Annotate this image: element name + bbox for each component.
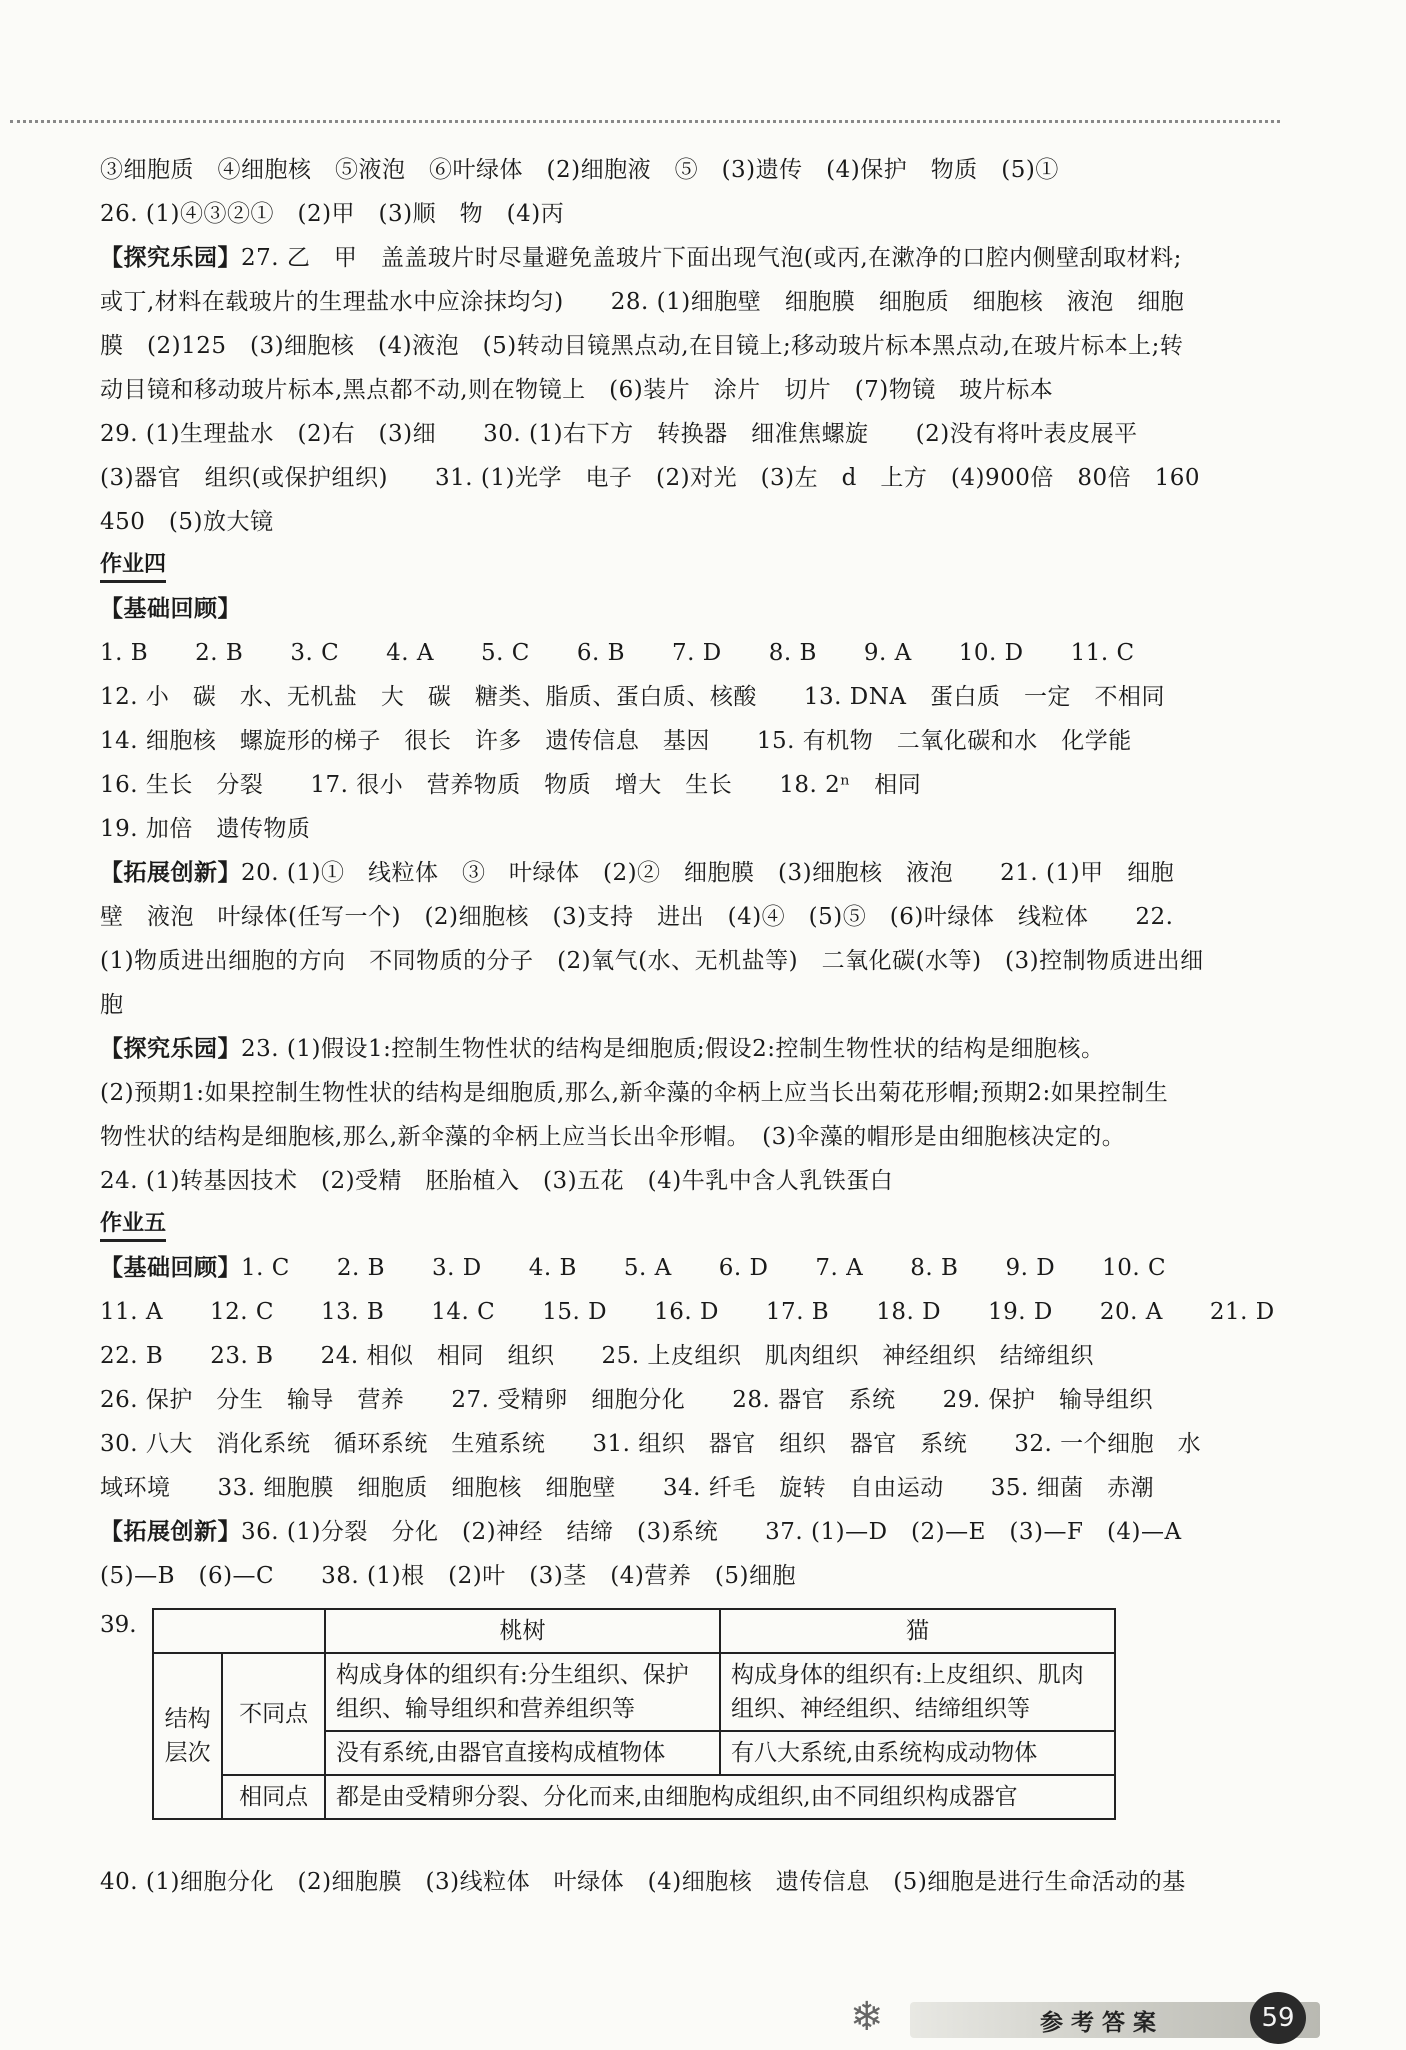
answer-line: 16. 生长 分裂 17. 很小 营养物质 物质 增大 生长 18. 2ⁿ 相同 — [100, 772, 922, 798]
answer-line: 450 (5)放大镜 — [100, 509, 274, 535]
answer-text: 20. (1)① 线粒体 ③ 叶绿体 (2)② 细胞膜 (3)细胞核 液泡 21. (1)甲 细胞 — [241, 860, 1175, 886]
answer-line — [100, 1510, 1295, 1554]
answer-line: 40. (1)细胞分化 (2)细胞膜 (3)线粒体 叶绿体 (4)细胞核 遗传信息 (5)细胞是进行生命活动的基 — [100, 1869, 1186, 1895]
answer-line: 物性状的结构是细胞核,那么,新伞藻的伞柄上应当长出伞形帽。 (3)伞藻的帽形是由细胞核决定的。 — [100, 1124, 1126, 1150]
question-number: 39. — [100, 1612, 137, 1638]
answer-line: ③细胞质 ④细胞核 ⑤液泡 ⑥叶绿体 (2)细胞液 ⑤ (3)遗传 (4)保护 物质 (5)① — [100, 157, 1059, 183]
answer-line: 11. A 12. C 13. B 14. C 15. D 16. D 17. B 18. D 19. D 20. A 21. D — [100, 1299, 1275, 1325]
table-cell: 有八大系统,由系统构成动物体 — [720, 1731, 1115, 1775]
answer-line: 29. (1)生理盐水 (2)右 (3)细 30. (1)右下方 转换器 细准焦螺旋 (2)没有将叶表皮展平 — [100, 421, 1138, 447]
table-row-label: 相同点 — [222, 1775, 325, 1819]
answer-line: 胞 — [100, 992, 124, 1018]
footer-label: 参考答案 — [1040, 2010, 1164, 2036]
answer-line: 26. 保护 分生 输导 营养 27. 受精卵 细胞分化 28. 器官 系统 29. 保护 输导组织 — [100, 1387, 1154, 1413]
answer-line: 域环境 33. 细胞膜 细胞质 细胞核 细胞壁 34. 纤毛 旋转 自由运动 35. 细菌 赤潮 — [100, 1475, 1155, 1501]
table-header-cell: 猫 — [720, 1609, 1115, 1653]
table-cell: 构成身体的组织有:上皮组织、肌肉组织、神经组织、结缔组织等 — [720, 1653, 1115, 1731]
tag-expand: 【拓展创新】 — [100, 860, 241, 886]
answer-line: 24. (1)转基因技术 (2)受精 胚胎植入 (3)五花 (4)牛乳中含人乳铁蛋白 — [100, 1168, 894, 1194]
answer-line: (2)预期1:如果控制生物性状的结构是细胞质,那么,新伞藻的伞柄上应当长出菊花形帽;预期2:如果控制生 — [100, 1080, 1169, 1106]
answer-line: 或丁,材料在载玻片的生理盐水中应涂抹均匀) 28. (1)细胞壁 细胞膜 细胞质 细胞核 液泡 细胞 — [100, 289, 1185, 315]
table-row — [153, 1653, 1115, 1731]
answer-line: (5)—B (6)—C 38. (1)根 (2)叶 (3)茎 (4)营养 (5)细胞 — [100, 1563, 796, 1589]
answer-line: 动目镜和移动玻片标本,黑点都不动,则在物镜上 (6)装片 涂片 切片 (7)物镜 玻片标本 — [100, 377, 1054, 403]
section-title-5: 作业五 — [100, 1209, 166, 1242]
tag-expand: 【拓展创新】 — [100, 1519, 241, 1545]
table-cell-empty — [153, 1609, 325, 1653]
comparison-table — [152, 1608, 1116, 1820]
answer-line: 膜 (2)125 (3)细胞核 (4)液泡 (5)转动目镜黑点动,在目镜上;移动玻片标本黑点动,在玻片标本上;转 — [100, 333, 1184, 359]
answer-text: 36. (1)分裂 分化 (2)神经 结缔 (3)系统 37. (1)—D (2)—E (3)—F (4)—A — [241, 1519, 1182, 1545]
answer-line: 22. B 23. B 24. 相似 相同 组织 25. 上皮组织 肌肉组织 神经组织 结缔组织 — [100, 1343, 1094, 1369]
answer-line — [100, 851, 1295, 895]
answer-line: 壁 液泡 叶绿体(任写一个) (2)细胞核 (3)支持 进出 (4)④ (5)⑤ (6)叶绿体 线粒体 22. — [100, 904, 1174, 930]
answer-line: 14. 细胞核 螺旋形的梯子 很长 许多 遗传信息 基因 15. 有机物 二氧化碳和水 化学能 — [100, 728, 1132, 754]
table-row — [153, 1775, 1115, 1819]
answer-content — [100, 148, 1295, 1904]
answer-text: 23. (1)假设1:控制生物性状的结构是细胞质;假设2:控制生物性状的结构是细胞核。 — [241, 1036, 1105, 1062]
answer-line — [100, 1027, 1295, 1071]
page-number: 59 — [1250, 1992, 1306, 2044]
section-tag-line — [100, 587, 1295, 631]
table-row-label: 结构层次 — [153, 1653, 222, 1819]
table-header-cell: 桃树 — [325, 1609, 720, 1653]
table-cell: 构成身体的组织有:分生组织、保护组织、输导组织和营养组织等 — [325, 1653, 720, 1731]
dotted-divider — [10, 120, 1280, 123]
answer-line: (1)物质进出细胞的方向 不同物质的分子 (2)氧气(水、无机盐等) 二氧化碳(水等) (3)控制物质进出细 — [100, 948, 1204, 974]
table-row-label: 不同点 — [222, 1653, 325, 1775]
page-footer — [820, 1990, 1406, 2050]
answer-line: 19. 加倍 遗传物质 — [100, 816, 311, 842]
tag-explore: 【探究乐园】 — [100, 1036, 241, 1062]
table-cell: 都是由受精卵分裂、分化而来,由细胞构成组织,由不同组织构成器官 — [325, 1775, 1115, 1819]
section-title-4: 作业四 — [100, 550, 166, 583]
tag-basic: 【基础回顾】 — [100, 596, 241, 622]
table-row — [153, 1609, 1115, 1653]
answer-line: 30. 八大 消化系统 循环系统 生殖系统 31. 组织 器官 组织 器官 系统 32. 一个细胞 水 — [100, 1431, 1202, 1457]
answer-line: 26. (1)④③②① (2)甲 (3)顺 物 (4)丙 — [100, 201, 565, 227]
answer-line — [100, 236, 1295, 280]
tag-basic: 【基础回顾】 — [100, 1255, 241, 1281]
comparison-table-block — [100, 1608, 1295, 1860]
answer-text: 27. 乙 甲 盖盖玻片时尽量避免盖玻片下面出现气泡(或丙,在漱净的口腔内侧壁刮取材料; — [241, 245, 1182, 271]
answer-line: (3)器官 组织(或保护组织) 31. (1)光学 电子 (2)对光 (3)左 d 上方 (4)900倍 80倍 160 — [100, 465, 1201, 491]
tag-explore: 【探究乐园】 — [100, 245, 241, 271]
table-cell: 没有系统,由器官直接构成植物体 — [325, 1731, 720, 1775]
snowflake-icon: ❄ — [850, 1994, 884, 2040]
answer-text: 1. C 2. B 3. D 4. B 5. A 6. D 7. A 8. B 9. D 10. C — [241, 1255, 1167, 1281]
answer-line — [100, 1246, 1295, 1290]
answer-line: 1. B 2. B 3. C 4. A 5. C 6. B 7. D 8. B 9. A 10. D 11. C — [100, 640, 1135, 666]
answer-line: 12. 小 碳 水、无机盐 大 碳 糖类、脂质、蛋白质、核酸 13. DNA 蛋白质 一定 不相同 — [100, 684, 1165, 710]
